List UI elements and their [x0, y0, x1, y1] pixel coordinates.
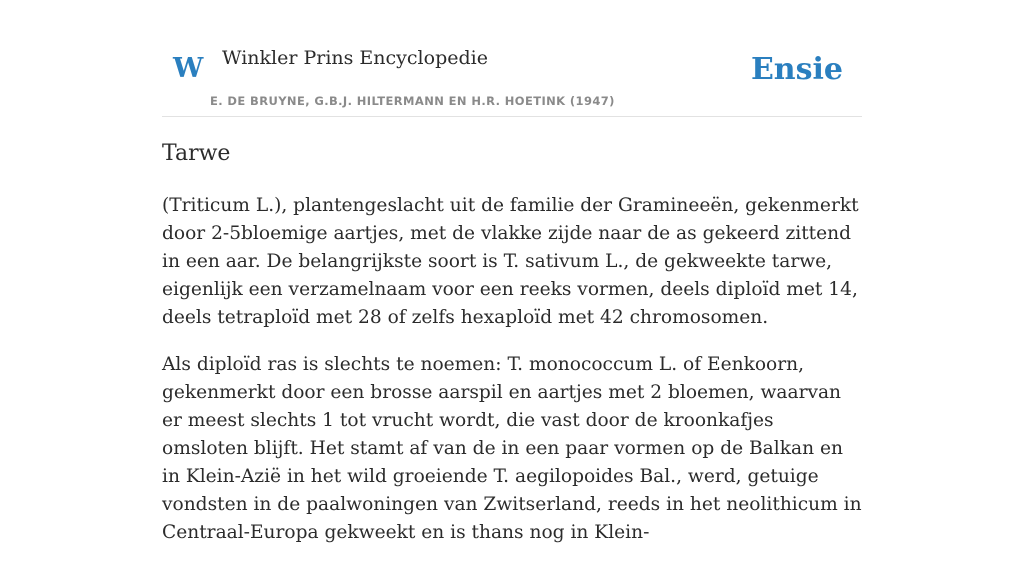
- encyclopedia-logo-icon[interactable]: W: [173, 53, 204, 84]
- article-paragraph: (Triticum L.), plantengeslacht uit de familie der Gramineeën, gekenmerkt door 2-5bloemige aartjes, met de vlakke zijde naar de as gekeerd zittend in een aar. De belangrijkste soort is T. sativum L., de gekweekte tarwe, eigenlijk een verzamelnaam voor een reeks vormen, deels diploïd met 14, deels tetraploïd met 28 of zelfs hexaploïd met 42 chromosomen.: [162, 195, 859, 328]
- article-title: Tarwe: [162, 141, 231, 166]
- encyclopedia-authors: E. DE BRUYNE, G.B.J. HILTERMANN EN H.R. HOETINK (1947): [210, 94, 615, 108]
- site-header: [162, 0, 862, 117]
- article-paragraph: Als diploïd ras is slechts te noemen: T. monococcum L. of Eenkoorn, gekenmerkt door een brosse aarspil en aartjes met 2 bloemen, waarvan er meest slechts 1 tot vrucht wordt, die vast door de kroonkafjes omsloten blijft. Het stamt af van de in een paar vormen op de Balkan en in Klein-Azië in het wild groeiende T. aegilopoides Bal., werd, getuige vondsten in de paalwoningen van Zwitserland, reeds in het neolithicum in Centraal-Europa gekweekt en is thans nog in Klein-: [162, 354, 862, 543]
- encyclopedia-title[interactable]: Winkler Prins Encyclopedie: [222, 47, 488, 69]
- article-body: [162, 192, 862, 566]
- ensie-logo-link[interactable]: Ensie: [750, 52, 843, 87]
